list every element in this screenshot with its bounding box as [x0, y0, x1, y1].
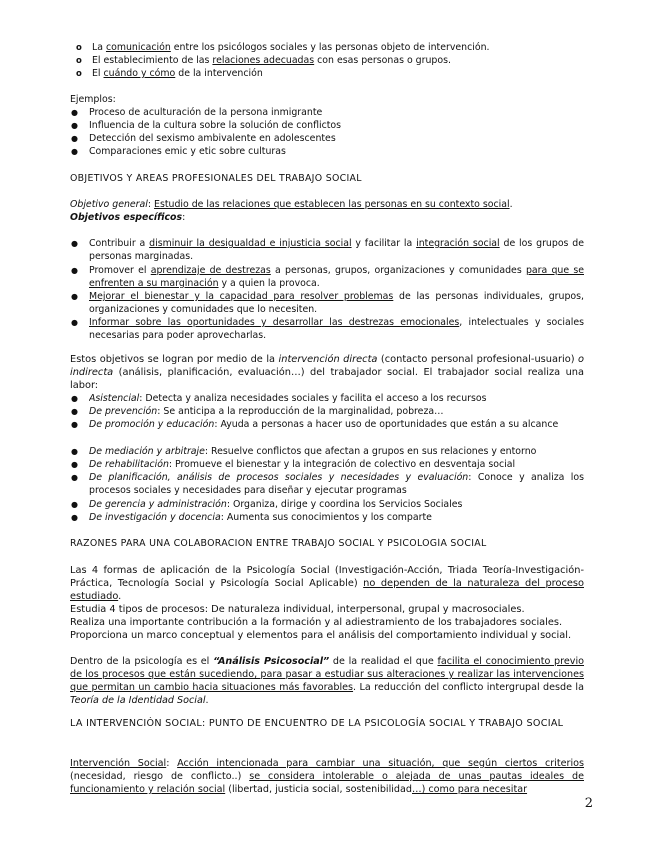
razones-paragraph: Las 4 formas de aplicación de la Psicología Social (Investigación-Acción, Triada Teoría-Investigación-Práctica, Tecnología Social y Psicología Social Aplicable) no dependen de la naturaleza del proceso estudiado.	[70, 565, 584, 602]
labor-item: De prevención: Se anticipa a la reproducción de la marginalidad, pobreza…	[89, 406, 444, 417]
labor-item: De mediación y arbitraje: Resuelve conflictos que afectan a grupos en sus relaciones y entorno	[89, 446, 537, 457]
objetivo-item: Promover el aprendizaje de destrezas a personas, grupos, organizaciones y comunidades para que se enfrenten a su marginación y a quien la provoca.	[89, 265, 584, 289]
bullet-dot: ●	[71, 420, 78, 429]
bullet-dot: ●	[71, 239, 78, 248]
section-heading: LA INTERVENCIÓN SOCIAL: PUNTO DE ENCUENTRO DE LA PSICOLOGÍA SOCIAL Y TRABAJO SOCIAL	[70, 718, 564, 729]
bullet-dot: ●	[71, 394, 78, 403]
section-heading: OBJETIVOS Y ÁREAS PROFESIONALES DEL TRABAJO SOCIAL	[70, 173, 362, 184]
labor-item: De rehabilitación: Promueve el bienestar y la integración de colectivo en desventaja social	[89, 459, 516, 470]
ejemplo-item: Comparaciones emic y etic sobre culturas	[89, 146, 286, 157]
bullet-dot: ●	[71, 318, 78, 327]
ejemplo-item: Proceso de aculturación de la persona inmigrante	[89, 107, 323, 118]
logro-paragraph: Estos objetivos se logran por medio de la intervención directa (contacto personal profesional-usuario) o indirecta (análisis, planificación, evaluación…) del trabajador social. El trabajador social realiza una labor:	[70, 354, 584, 391]
labor-item: De gerencia y administración: Organiza, dirige y coordina los Servicios Sociales	[89, 499, 463, 510]
bullet-dot: ●	[71, 500, 78, 509]
bullet-dot: ●	[71, 147, 78, 156]
intro-item: El establecimiento de las relaciones adecuadas con esas personas o grupos.	[92, 55, 451, 66]
intervencion-paragraph: Intervención Social: Acción intencionada para cambiar una situación, que según ciertos criterios (necesidad, riesgo de conflicto..) se considera intolerable o alejada de unas pautas ideales de funcionamiento y relación social (libertad, justicia social, sostenibilidad…) como para necesitar	[70, 758, 584, 795]
bullet-o: o	[76, 43, 82, 53]
razones-line: Proporciona un marco conceptual y elementos para el análisis del comportamiento individual y social.	[70, 630, 572, 641]
analisis-paragraph: Dentro de la psicología es el “Análisis Psicosocial” de la realidad el que facilita el conocimiento previo de los procesos que están sucediendo, para pasar a estudiar sus alteraciones y realizar las intervenciones que permitan un cambio hacia situaciones más favorables. La reducción del conflicto intergrupal desde la Teoría de la Identidad Social.	[70, 656, 584, 706]
ejemplos-label: Ejemplos:	[70, 94, 116, 105]
bullet-o: o	[76, 56, 82, 66]
bullet-dot: ●	[71, 447, 78, 456]
section-heading: RAZONES PARA UNA COLABORACIÓN ENTRE TRABAJO SOCIAL Y PSICOLOGÍA SOCIAL	[70, 538, 487, 549]
labor-item: De planificación, análisis de procesos sociales y necesidades y evaluación: Conoce y analiza los procesos sociales y necesidades para diseñar y ejecutar programas	[89, 472, 584, 496]
bullet-dot: ●	[71, 108, 78, 117]
ejemplo-item: Influencia de la cultura sobre la solución de conflictos	[89, 120, 342, 131]
intro-item: El cuándo y cómo de la intervención	[92, 68, 263, 79]
labor-item: De promoción y educación: Ayuda a personas a hacer uso de oportunidades que están a su alcance	[89, 419, 559, 430]
bullet-dot: ●	[71, 266, 78, 275]
ejemplo-item: Detección del sexismo ambivalente en adolescentes	[89, 133, 336, 144]
labor-item: Asistencial: Detecta y analiza necesidades sociales y facilita el acceso a los recursos	[89, 393, 487, 404]
razones-line: Realiza una importante contribución a la formación y al adiestramiento de los trabajadores sociales.	[70, 617, 563, 628]
bullet-dot: ●	[71, 292, 78, 301]
objetivo-item: Contribuir a disminuir la desigualdad e injusticia social y facilitar la integración social de los grupos de personas marginadas.	[89, 238, 584, 262]
objetivos-especificos-label: Objetivos específicos:	[70, 212, 186, 223]
razones-line: Estudia 4 tipos de procesos: De naturaleza individual, interpersonal, grupal y macrosociales.	[70, 604, 525, 615]
bullet-dot: ●	[71, 121, 78, 130]
bullet-dot: ●	[71, 134, 78, 143]
objetivo-item: Informar sobre las oportunidades y desarrollar las destrezas emocionales, intelectuales y sociales necesarias para poder aprovecharlas.	[89, 317, 584, 341]
bullet-dot: ●	[71, 407, 78, 416]
bullet-dot: ●	[71, 513, 78, 522]
objetivo-general: Objetivo general: Estudio de las relaciones que establecen las personas en su contexto social.	[70, 199, 513, 210]
bullet-dot: ●	[71, 473, 78, 482]
page-number: 2	[584, 796, 593, 811]
bullet-o: o	[76, 69, 82, 79]
labor-item: De investigación y docencia: Aumenta sus conocimientos y los comparte	[89, 512, 432, 523]
intro-item: La comunicación entre los psicólogos sociales y las personas objeto de intervención.	[92, 42, 490, 53]
objetivo-item: Mejorar el bienestar y la capacidad para resolver problemas de las personas individuales, grupos, organizaciones y comunidades que lo necesiten.	[89, 291, 584, 315]
bullet-dot: ●	[71, 460, 78, 469]
